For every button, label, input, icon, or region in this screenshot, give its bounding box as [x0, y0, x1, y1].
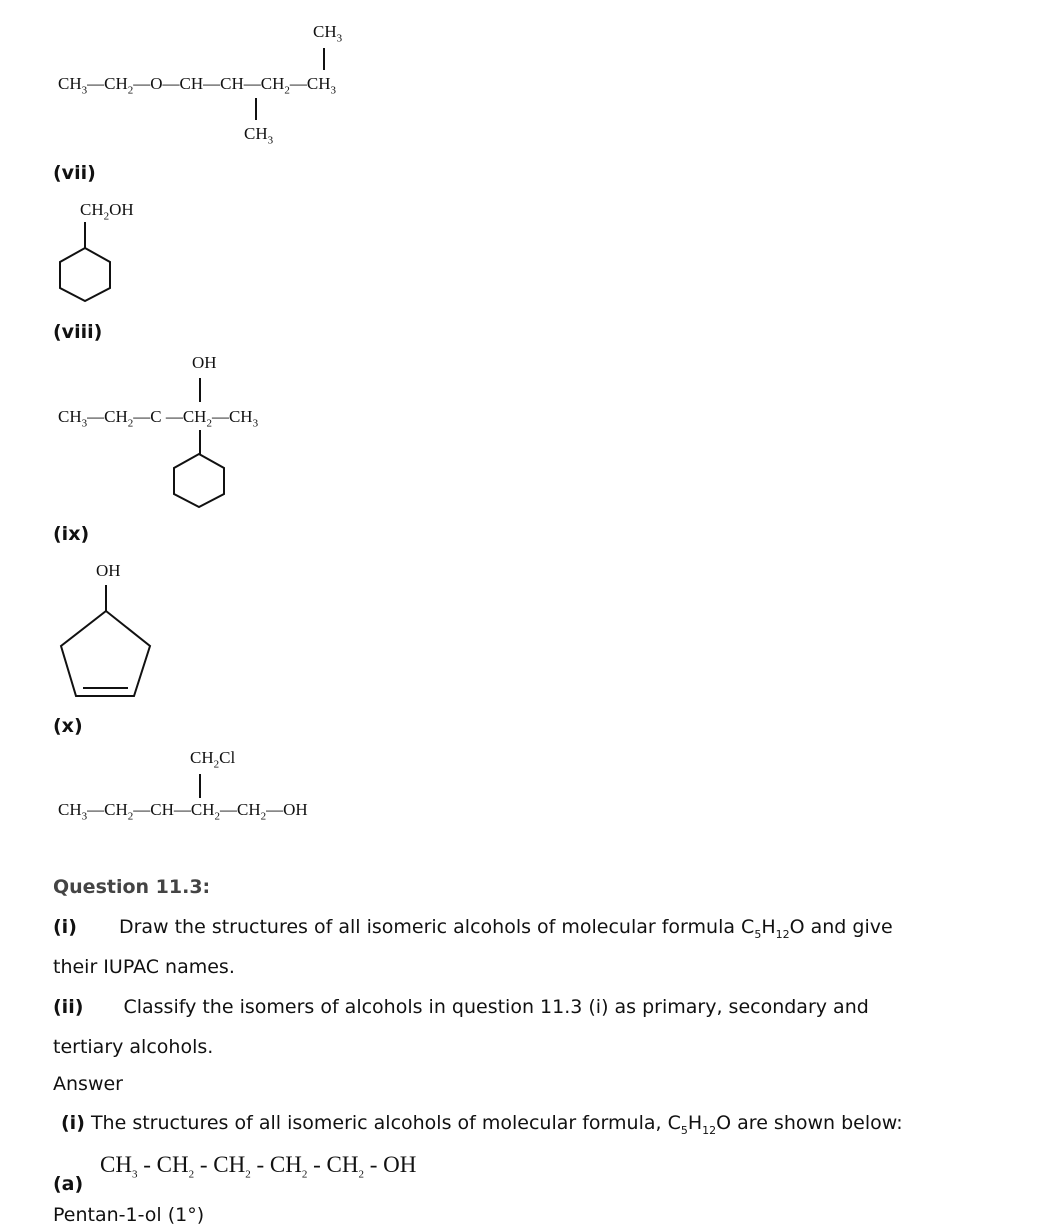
part-i-text: Draw the structures of all isomeric alcohols of molecular formula $C_5H_{12}O$ and give — [118, 916, 893, 941]
cyclopentene-ring — [58, 608, 154, 698]
label-ix: (ix) — [53, 523, 90, 545]
part-ii-text: Classify the isomers of alcohols in question 11.3 (i) as primary, secondary and — [123, 996, 869, 1018]
answer-heading: Answer — [53, 1073, 123, 1095]
bond-vertical — [199, 430, 201, 454]
label-viii: (viii) — [53, 321, 103, 343]
label-x: (x) — [53, 715, 83, 737]
answer-intro: (i) The structures of all isomeric alcohols of molecular formula, $C_5H_{12}O$ are shown below: — [61, 1112, 903, 1137]
ch3-bottom-substituent: $CH_3$ — [244, 124, 274, 147]
question-part-i — [53, 916, 1023, 941]
ch2oh-substituent: $CH_2OH$ — [80, 200, 134, 223]
label-vii: (vii) — [53, 162, 96, 184]
cyclohexane-ring — [58, 246, 114, 302]
answer-item-a-label: (a) — [53, 1173, 84, 1195]
part-i-label: (i) — [53, 916, 77, 938]
question-heading: Question 11.3: — [53, 876, 211, 898]
oh-substituent: OH — [96, 561, 121, 580]
question-part-ii-cont: tertiary alcohols. — [53, 1036, 214, 1058]
question-part-i-cont: their IUPAC names. — [53, 956, 235, 978]
ether-main-chain: $CH_3—CH_2—O—CH—CH—CH_2—CH_3$ — [58, 74, 336, 97]
tertiary-chain: $CH_3—CH_2—C$ $—CH_2—CH_3$ — [58, 407, 259, 430]
ch3-top-substituent: $CH_3$ — [313, 22, 343, 45]
bond-vertical — [323, 48, 325, 70]
bond-vertical — [84, 222, 86, 248]
oh-substituent: OH — [192, 353, 217, 372]
ch2cl-substituent: $CH_2Cl$ — [190, 748, 236, 771]
answer-item-a-formula: $CH_3 - CH_2 - CH_2 - CH_2 - CH_2$ - OH — [100, 1152, 417, 1181]
answer-intro-label: (i) — [61, 1112, 85, 1134]
answer-item-a-name: Pentan-1-ol (1°) — [53, 1204, 205, 1226]
bond-vertical — [255, 98, 257, 120]
part-ii-label: (ii) — [53, 996, 84, 1018]
alcohol-chain: $CH_3—CH_2—CH—CH_2—CH_2—OH$ — [58, 800, 308, 823]
cyclohexane-ring — [172, 452, 228, 508]
bond-vertical — [199, 774, 201, 798]
question-part-ii — [53, 996, 1023, 1018]
bond-vertical — [199, 378, 201, 402]
